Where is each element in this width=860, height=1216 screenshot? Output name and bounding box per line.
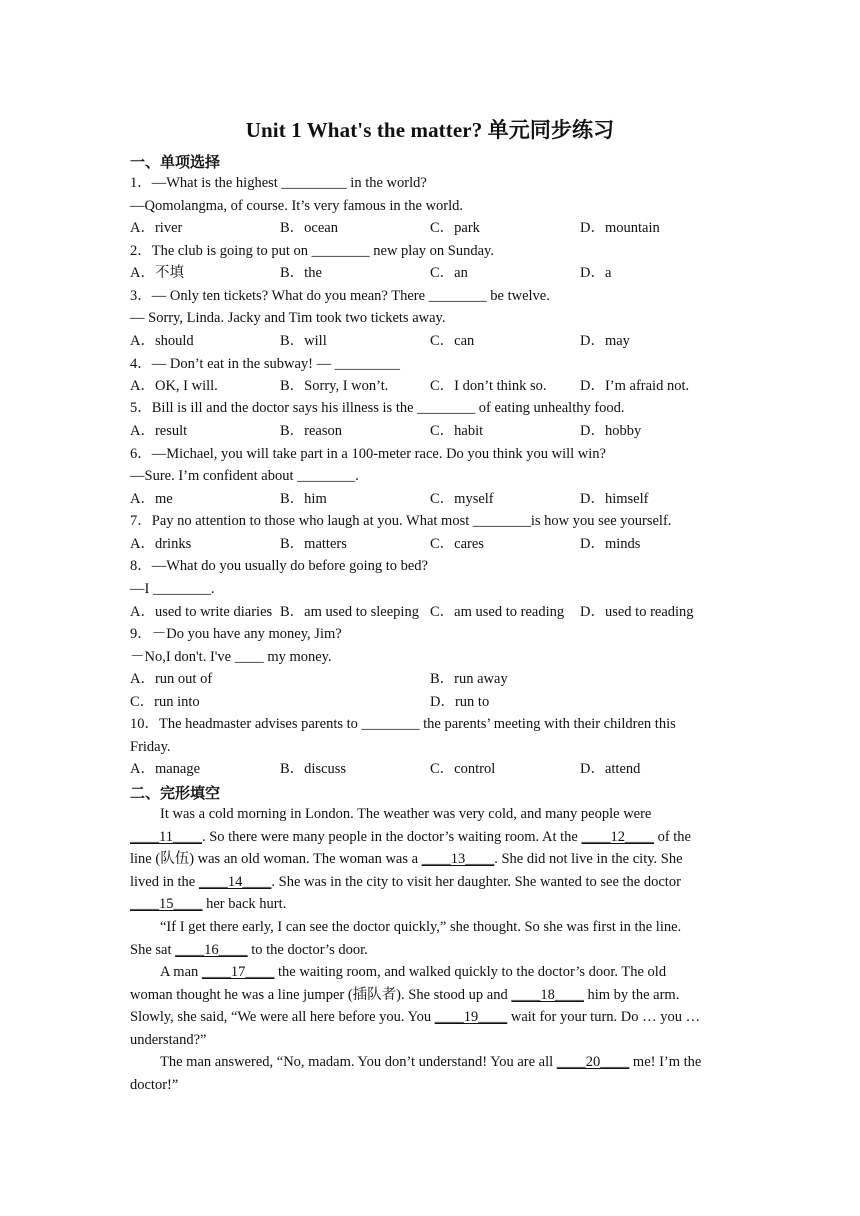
q7-option-d: D．minds (580, 536, 641, 552)
q9-option-c: C．run into (130, 694, 200, 710)
cloze-line: ____11____. So there were many people in the doctor’s waiting room. At the ____12____ of the (130, 829, 691, 845)
question-3-text: 3．— Only ten tickets? What do you mean? There ________ be twelve. (130, 288, 550, 304)
cloze-line: A man ____17____ the waiting room, and walked quickly to the doctor’s door. The old (160, 964, 667, 980)
q5-option-d: D．hobby (580, 423, 642, 439)
q1-option-b: B．ocean (280, 220, 338, 236)
q7-option-a: A．drinks (130, 536, 192, 552)
cloze-line: understand?” (130, 1032, 207, 1048)
cloze-line: She sat ____16____ to the doctor’s door. (130, 942, 368, 958)
question-4-text: 4．— Don’t eat in the subway! — _________ (130, 356, 400, 372)
q4-option-c: C．I don’t think so. (430, 378, 547, 394)
question-9-text: 9．－Do you have any money, Jim? (130, 626, 342, 642)
q6-option-b: B．him (280, 491, 327, 507)
cloze-blank-13: ____13____ (421, 851, 495, 867)
question-6-response: —Sure. I’m confident about ________. (130, 468, 359, 484)
q4-option-d: D．I’m afraid not. (580, 378, 690, 394)
cloze-blank-12: ____12____ (581, 829, 654, 845)
q1-option-d: D．mountain (580, 220, 660, 236)
question-3-response: — Sorry, Linda. Jacky and Tim took two tickets away. (130, 310, 446, 326)
section-heading-multiple-choice: 一、单项选择 (130, 153, 221, 171)
q2-option-b: B．the (280, 265, 322, 281)
q9-option-b: B．run away (430, 671, 508, 687)
q10-option-b: B．discuss (280, 761, 347, 777)
cloze-blank-18: ____18____ (511, 987, 584, 1003)
cloze-line: woman thought he was a line jumper (插队者). She stood up and ____18____ him by the arm. (130, 987, 680, 1003)
question-8-text: 8．—What do you usually do before going to bed? (130, 558, 428, 574)
cloze-line: “If I get there early, I can see the doctor quickly,” she thought. So she was first in the line. (160, 919, 682, 935)
q5-option-c: C．habit (430, 423, 484, 439)
question-8-response: —I ________. (130, 581, 215, 597)
page-title: Unit 1 What's the matter? 单元同步练习 (245, 118, 615, 142)
cloze-line: ____15____ her back hurt. (130, 896, 287, 912)
q6-option-d: D．himself (580, 491, 649, 507)
question-10-text-cont: Friday. (130, 739, 171, 755)
q8-option-a: A．used to write diaries (130, 604, 273, 620)
question-9-response: －No,I don't. I've ____ my money. (130, 649, 332, 665)
cloze-blank-19: ____19____ (434, 1009, 508, 1025)
cloze-line: doctor!” (130, 1077, 179, 1093)
q3-option-d: D．may (580, 333, 630, 349)
q3-option-a: A．should (130, 333, 194, 349)
cloze-blank-11: ____11____ (130, 829, 202, 845)
q7-option-b: B．matters (280, 536, 347, 552)
q8-option-d: D．used to reading (580, 604, 694, 620)
cloze-blank-14: ____14____ (198, 874, 272, 890)
cloze-blank-15: ____15____ (130, 896, 203, 912)
q8-option-b: B．am used to sleeping (280, 604, 419, 620)
q5-option-a: A．result (130, 423, 188, 439)
q6-option-a: A．me (130, 491, 173, 507)
cloze-blank-20: ____20____ (556, 1054, 630, 1070)
q10-option-c: C．control (430, 761, 496, 777)
q4-option-a: A．OK, I will. (130, 378, 218, 394)
question-7-text: 7．Pay no attention to those who laugh at you. What most ________is how you see yourself. (130, 513, 672, 529)
q6-option-c: C．myself (430, 491, 494, 507)
q3-option-c: C．can (430, 333, 475, 349)
q1-option-c: C．park (430, 220, 480, 236)
q5-option-b: B．reason (280, 423, 343, 439)
q4-option-b: B．Sorry, I won’t. (280, 378, 389, 394)
q7-option-c: C．cares (430, 536, 484, 552)
q1-option-a: A．river (130, 220, 183, 236)
q8-option-c: C．am used to reading (430, 604, 565, 620)
cloze-line: lived in the ____14____. She was in the city to visit her daughter. She wanted to see the doctor (130, 874, 681, 890)
question-5-text: 5．Bill is ill and the doctor says his illness is the ________ of eating unhealthy food. (130, 400, 625, 416)
question-1-text: 1．—What is the highest _________ in the world? (130, 175, 427, 191)
q2-option-d: D．a (580, 265, 612, 281)
q2-option-a: A．不填 (130, 265, 184, 281)
cloze-blank-17: ____17____ (201, 964, 275, 980)
q9-option-d: D．run to (430, 694, 490, 710)
question-10-text: 10．The headmaster advises parents to ________ the parents’ meeting with their children this (130, 716, 676, 732)
question-2-text: 2．The club is going to put on ________ new play on Sunday. (130, 243, 494, 259)
question-1-response: —Qomolangma, of course. It’s very famous in the world. (130, 198, 464, 214)
q9-option-a: A．run out of (130, 671, 213, 687)
cloze-line: line (队伍) was an old woman. The woman was a ____13____. She did not live in the city. She (130, 851, 683, 867)
q3-option-b: B．will (280, 333, 327, 349)
question-6-text: 6．—Michael, you will take part in a 100-meter race. Do you think you will win? (130, 446, 606, 462)
q2-option-c: C．an (430, 265, 468, 281)
cloze-line: Slowly, she said, “We were all here before you. You ____19____ wait for your turn. Do … you … (130, 1009, 701, 1025)
cloze-blank-16: ____16____ (175, 942, 248, 958)
q10-option-a: A．manage (130, 761, 201, 777)
cloze-line: The man answered, “No, madam. You don’t understand! You are all ____20____ me! I’m the (160, 1054, 702, 1070)
cloze-line: It was a cold morning in London. The weather was very cold, and many people were (160, 806, 652, 822)
q10-option-d: D．attend (580, 761, 641, 777)
section-heading-cloze: 二、完形填空 (130, 784, 221, 802)
